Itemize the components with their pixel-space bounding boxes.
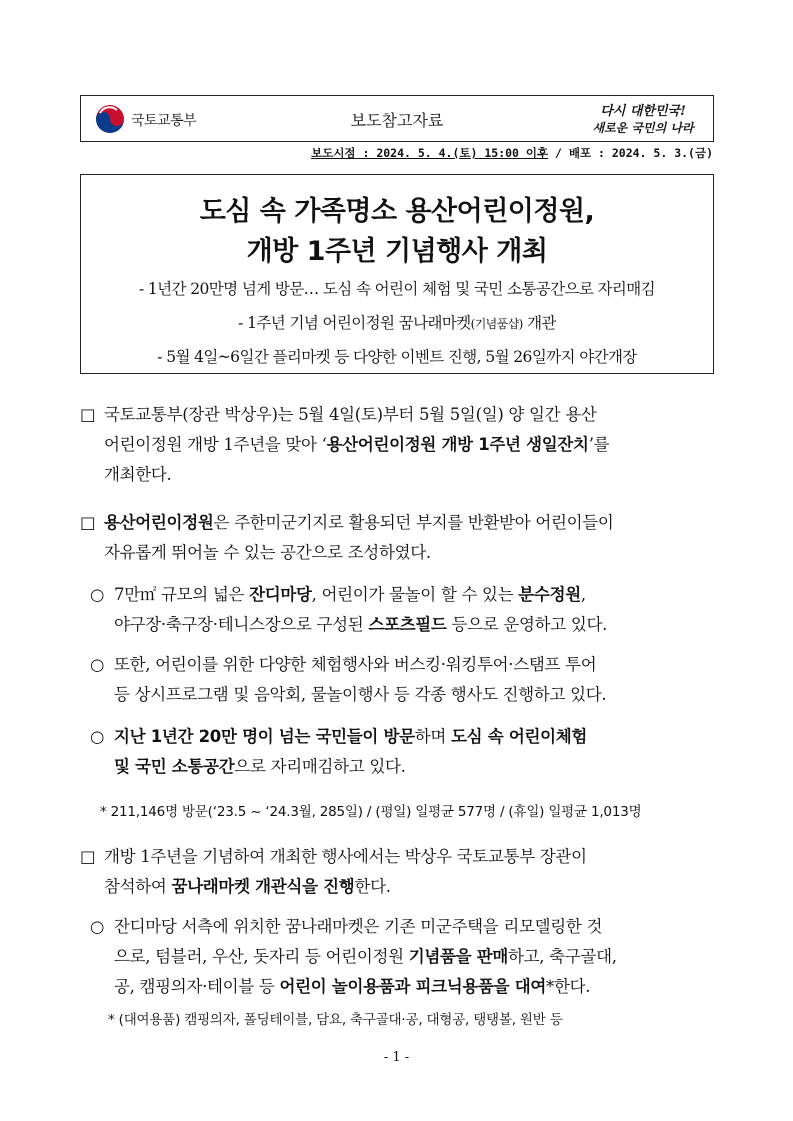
p3-line1 (114, 580, 607, 610)
p5-line1 (114, 722, 587, 752)
document-type: 보도참고자료 (350, 111, 444, 130)
p3-bold: 분수정원 (518, 585, 581, 604)
svg-text:다시 대한민국!: 다시 대한민국! (600, 104, 686, 119)
paragraph-2 (80, 508, 614, 568)
circle-bullet-icon: ○ (90, 655, 105, 674)
p2-text: 은 주한미군기지로 활용되던 부지를 반환받아 어린이들이 (213, 513, 614, 532)
p3-text: 7만㎡ 규모의 넓은 (114, 585, 250, 604)
p6-bold: 꿈나래마켓 개관식을 진행 (171, 877, 355, 896)
p1-line3: 개최한다. (104, 465, 172, 484)
subheadline-2-end: 개관 (522, 314, 556, 332)
p1-line1: 국토교통부(장관 박상우)는 5월 4일(토)부터 5월 5일(일) 양 일간 용산 (104, 405, 597, 424)
release-info (311, 145, 713, 161)
p6-line1: 개방 1주년을 기념하여 개최한 행사에서는 박상우 국토교통부 장관이 (104, 847, 587, 866)
circle-bullet-icon: ○ (90, 585, 105, 604)
distribution-date: / 배포 : 2024. 5. 3.(금) (548, 146, 713, 160)
p5-bold: 및 국민 소통공간 (114, 757, 235, 776)
p1-bold: 용산어린이정원 개방 1주년 생일잔치 (326, 435, 589, 454)
header-band (80, 95, 714, 142)
p2-line1 (104, 508, 614, 538)
paragraph-3 (90, 580, 608, 640)
p3-bold: 스포츠필드 (368, 615, 447, 634)
subheadline-1: - 1년간 20만명 넘게 방문… 도심 속 어린이 체험 및 국민 소통공간으로 자리매김 (138, 280, 656, 298)
slogan-handwriting (583, 99, 703, 139)
p4-line1: 또한, 어린이를 위한 다양한 체험행사와 버스킹·워킹투어·스탬프 투어 (114, 655, 597, 674)
subheadline-2-small: (기념품샵) (470, 317, 523, 331)
p3-text: , 어린이가 물놀이 할 수 있는 (311, 585, 519, 604)
p7-line2 (114, 942, 617, 972)
p7-line1: 잔디마당 서측에 위치한 꿈나래마켓은 기존 미군주택을 리모델링한 것 (114, 917, 603, 936)
ministry-name: 국토교통부 (131, 113, 197, 129)
subheadline-3: - 5월 4일~6일간 플리마켓 등 다양한 이벤트 진행, 5월 26일까지 야간개장 (157, 348, 637, 366)
p7-bold: 어린이 놀이용품과 피크닉용품을 대여 (279, 977, 547, 996)
p5-bold: 지난 1년간 20만 명이 넘는 국민들이 방문 (114, 727, 415, 746)
paragraph-4 (90, 650, 607, 710)
p5-text: 으로 자리매김하고 있다. (234, 757, 406, 776)
p7-line3 (114, 972, 617, 1002)
paragraph-1 (80, 400, 610, 490)
p6-line2 (104, 872, 587, 902)
paragraph-6 (80, 842, 587, 902)
p3-bold: 잔디마당 (249, 585, 312, 604)
subheadline-2 (81, 311, 713, 333)
embargo-time: 보도시점 : 2024. 5. 4.(토) 15:00 이후 (311, 146, 549, 160)
p5-text: 하며 (414, 727, 452, 746)
square-bullet-icon: □ (80, 405, 96, 424)
p3-line2 (114, 610, 607, 640)
footnote-rental-items: * (대여용품) 캠핑의자, 폴딩테이블, 담요, 축구골대·공, 대형공, 탱탱볼, 원반 등 (108, 1012, 563, 1028)
page-number: - 1 - (383, 1050, 410, 1065)
paragraph-7 (90, 912, 617, 1002)
p2-bold: 용산어린이정원 (104, 513, 214, 532)
p5-bold: 도심 속 어린이체험 (451, 727, 588, 746)
circle-bullet-icon: ○ (90, 727, 105, 746)
p1-text: 어린이정원 개방 1주년을 맞아 ‘ (104, 435, 327, 454)
p7-bold: 기념품을 판매 (408, 947, 509, 966)
p3-text: 등으로 운영하고 있다. (446, 615, 608, 634)
p4-line2: 등 상시프로그램 및 음악회, 물놀이행사 등 각종 행사도 진행하고 있다. (114, 685, 607, 704)
circle-bullet-icon: ○ (90, 917, 105, 936)
p7-text: 공, 캠핑의자·테이블 등 (114, 977, 280, 996)
p6-text: 참석하여 (104, 877, 172, 896)
svg-text:새로운 국민의 나라: 새로운 국민의 나라 (592, 121, 694, 135)
p7-text: 으로, 텀블러, 우산, 돗자리 등 어린이정원 (114, 947, 409, 966)
subheadline-2-text: - 1주년 기념 어린이정원 꿈나래마켓 (238, 314, 471, 332)
p3-text: 야구장·축구장·테니스장으로 구성된 (114, 615, 369, 634)
p2-line2: 자유롭게 뛰어놀 수 있는 공간으로 조성하였다. (104, 543, 431, 562)
paragraph-5 (90, 722, 588, 782)
p7-text: *한다. (546, 977, 591, 996)
p1-text: ’를 (588, 435, 610, 454)
square-bullet-icon: □ (80, 513, 96, 532)
headline-line1: 도심 속 가족명소 용산어린이정원, (199, 196, 595, 227)
p6-text: 한다. (354, 877, 391, 896)
p7-text: 하고, 축구골대, (508, 947, 617, 966)
p1-line2 (104, 430, 609, 460)
p5-line2 (114, 752, 587, 782)
title-box (80, 174, 714, 374)
headline-line2: 개방 1주년 기념행사 개최 (246, 236, 548, 267)
square-bullet-icon: □ (80, 847, 96, 866)
p3-text: , (580, 585, 586, 604)
footnote-visitors: * 211,146명 방문(‘23.5 ~ ‘24.3월, 285일) / (평일) 일평균 577명 / (휴일) 일평균 1,013명 (100, 804, 642, 820)
